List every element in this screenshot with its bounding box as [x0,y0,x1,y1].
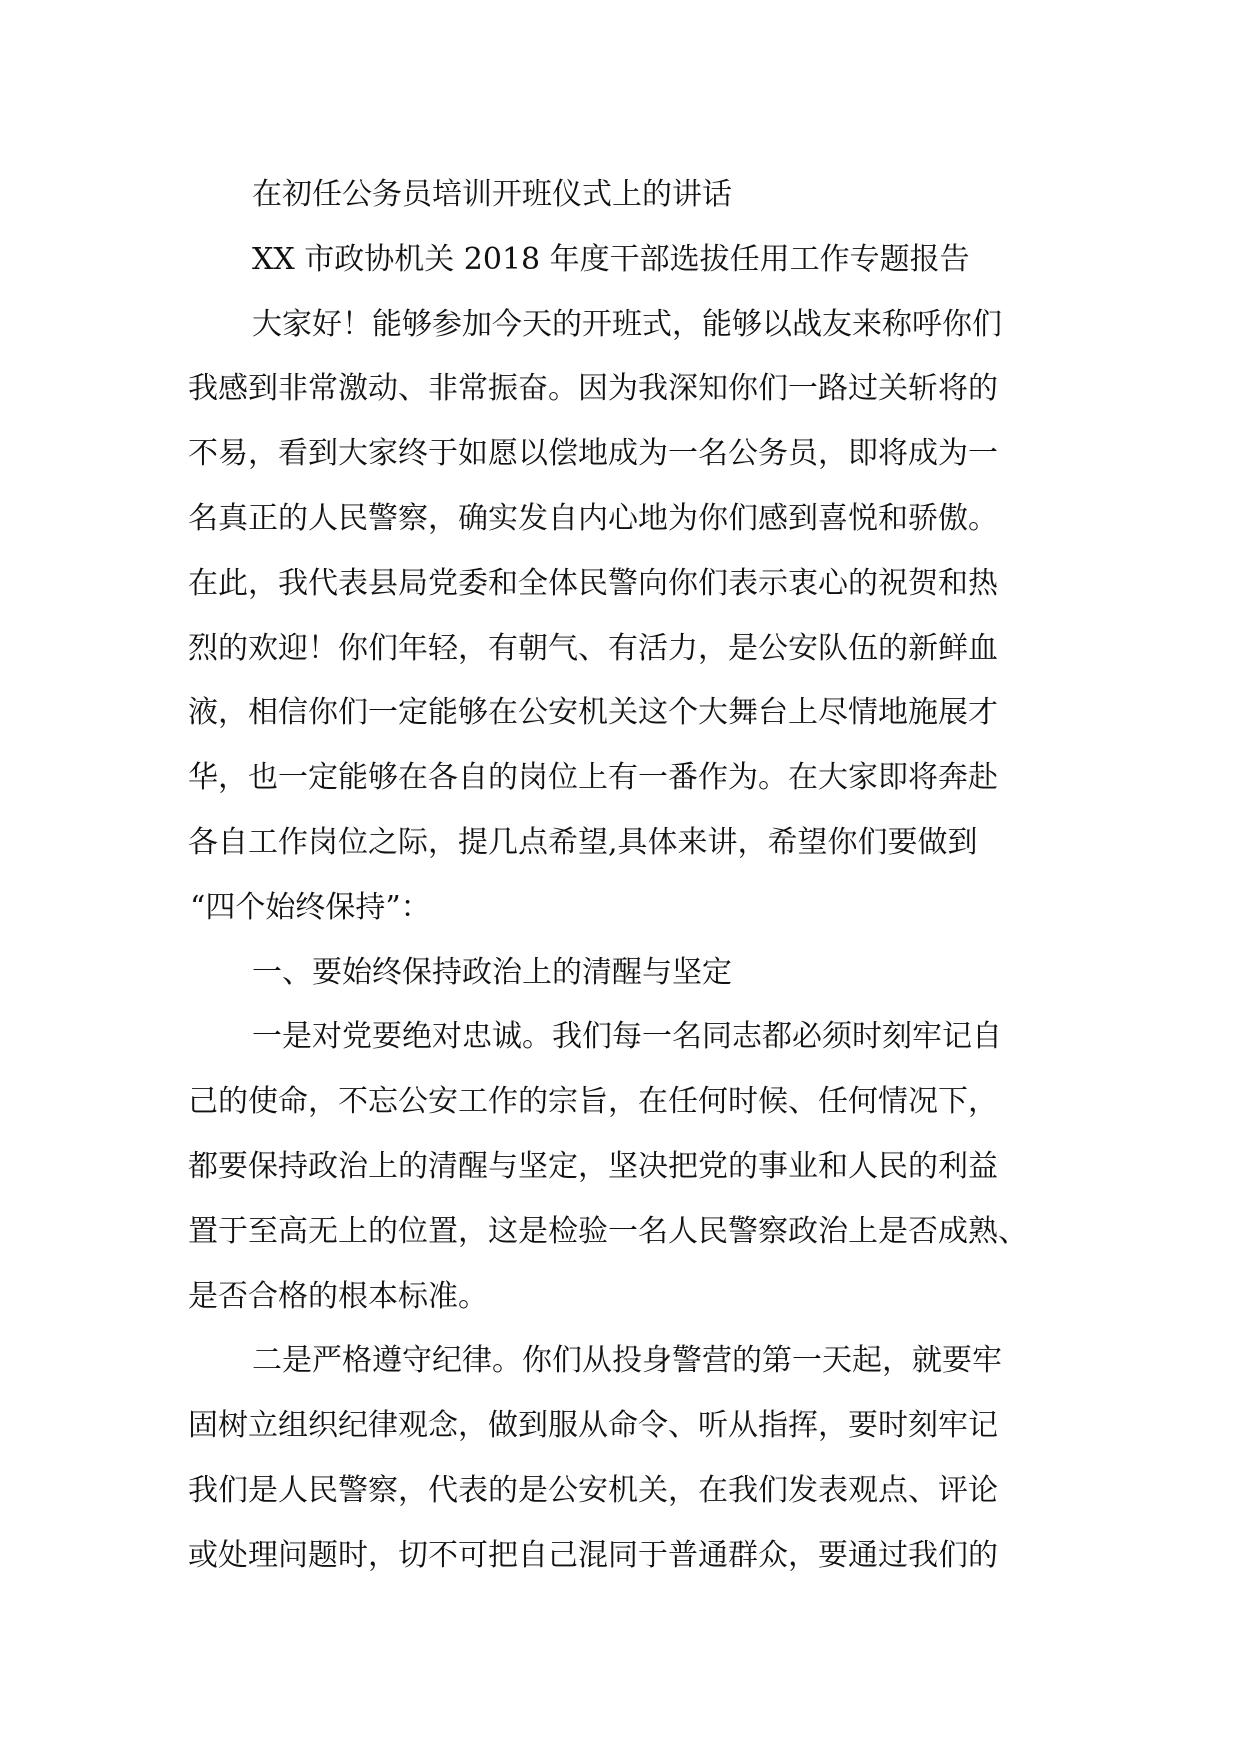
paragraph-line: 二是严格遵守纪律。你们从投身警营的第一天起，就要牢 [252,1343,1002,1379]
document-subtitle: XX 市政协机关 2018 年度干部选拔任用工作专题报告 [252,241,970,277]
paragraph-line: 我们是人民警察，代表的是公安机关，在我们发表观点、评论 [188,1472,998,1508]
paragraph-line: 是否合格的根本标准。 [188,1278,488,1314]
paragraph-line: “四个始终保持”： [190,889,431,925]
document-title: 在初任公务员培训开班仪式上的讲话 [252,177,732,212]
paragraph-line: 华，也一定能够在各自的岗位上有一番作为。在大家即将奔赴 [188,760,998,796]
paragraph-line: 不易，看到大家终于如愿以偿地成为一名公务员，即将成为一 [188,436,998,472]
paragraph-line: 名真正的人民警察，确实发自内心地为你们感到喜悦和骄傲。 [188,500,998,536]
paragraph-line: 置于至高无上的位置，这是检验一名人民警察政治上是否成熟、 [188,1213,1028,1249]
paragraph-line: 我感到非常激动、非常振奋。因为我深知你们一路过关斩将的 [188,371,998,407]
section-heading: 一、要始终保持政治上的清醒与坚定 [252,954,732,990]
speech-text [188,163,1068,1589]
paragraph-line: 固树立组织纪律观念，做到服从命令、听从指挥，要时刻牢记 [188,1408,998,1444]
paragraph-line: 各自工作岗位之际，提几点希望,具体来讲，希望你们要做到 [188,824,978,860]
paragraph-line: 一是对党要绝对忠诚。我们每一名同志都必须时刻牢记自 [252,1019,1002,1055]
paragraph-line: 都要保持政治上的清醒与坚定，坚决把党的事业和人民的利益 [188,1148,998,1184]
paragraph-line: 大家好！能够参加今天的开班式，能够以战友来称呼你们 [252,306,1002,342]
paragraph-line: 己的使命，不忘公安工作的宗旨，在任何时候、任何情况下， [188,1084,998,1120]
paragraph-line: 或处理问题时，切不可把自己混同于普通群众，要通过我们的 [188,1537,998,1573]
paragraph-line: 液，相信你们一定能够在公安机关这个大舞台上尽情地施展才 [188,695,998,731]
paragraph-line: 在此，我代表县局党委和全体民警向你们表示衷心的祝贺和热 [188,565,998,601]
paragraph-line: 烈的欢迎！你们年轻，有朝气、有活力，是公安队伍的新鲜血 [188,630,998,666]
